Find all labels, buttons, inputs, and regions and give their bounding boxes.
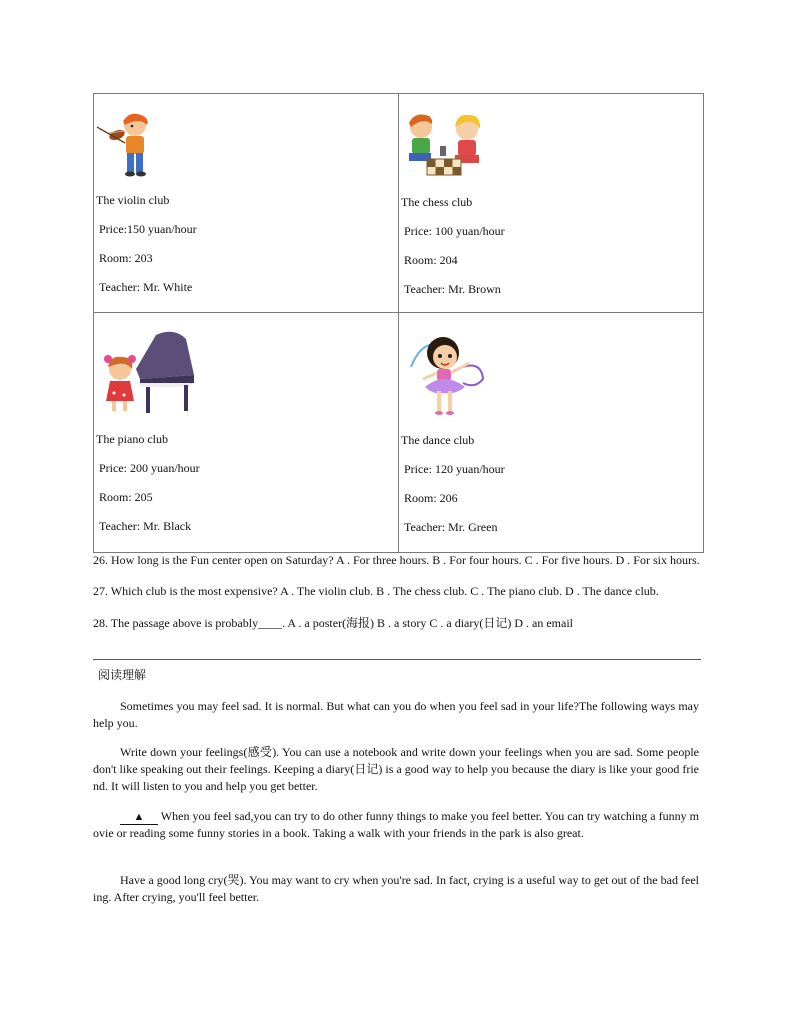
club-room: Room: 204 xyxy=(404,253,458,267)
club-teacher: Teacher: Mr. Brown xyxy=(404,282,501,296)
club-cell-chess xyxy=(399,94,704,313)
club-cell-dance xyxy=(399,313,704,553)
section-divider xyxy=(93,659,701,660)
answer-blank: ▲ xyxy=(120,811,158,825)
club-room: Room: 205 xyxy=(99,490,153,504)
kids-playing-chess-image xyxy=(403,109,487,179)
reading-paragraph-2: Write down your feelings(感受). You can use a notebook and write down your feelings when you are sad. Some people don't like speaking out their feelings. Keeping a diary(日记) is a good way to help you because the diary is like your good friend. It will listen to you and help you get better. xyxy=(93,745,699,793)
reading-section-title: 阅读理解 xyxy=(98,668,147,682)
reading-paragraph-4: Have a good long cry(哭). You may want to cry when you're sad. In fact, crying is a useful way to get out of the bad feeling. After crying, you'll feel better. xyxy=(93,873,699,904)
club-price: Price: 100 yuan/hour xyxy=(404,224,505,238)
reading-paragraph-1: Sometimes you may feel sad. It is normal. But what can you do when you feel sad in your life?The following ways may help you. xyxy=(93,699,699,730)
question-28: 28. The passage above is probably____. A . a poster(海报) B . a story C . a diary(日记) D . an email xyxy=(93,616,574,630)
club-teacher: Teacher: Mr. Black xyxy=(99,519,192,533)
club-room: Room: 206 xyxy=(404,491,458,505)
club-cell-violin xyxy=(94,94,399,313)
boy-playing-violin-image xyxy=(95,109,165,179)
question-27: 27. Which club is the most expensive? A . The violin club. B . The chess club. C . The piano club. D . The dance club. xyxy=(93,584,659,598)
club-cell-piano xyxy=(94,313,399,553)
club-price: Price: 200 yuan/hour xyxy=(99,461,200,475)
club-name: The piano club xyxy=(96,432,168,446)
girl-dancing-image xyxy=(403,327,489,419)
reading-paragraph-3-text: When you feel sad,you can try to do other funny things to make you feel better. You can try watching a funny movie or reading some funny stories in a book. Taking a walk with your friends in the park is also great. xyxy=(93,809,699,840)
club-price: Price:150 yuan/hour xyxy=(99,222,197,236)
club-name: The violin club xyxy=(96,193,170,207)
club-room: Room: 203 xyxy=(99,251,153,265)
club-name: The chess club xyxy=(401,195,473,209)
club-teacher: Teacher: Mr. Green xyxy=(404,520,498,534)
reading-paragraph-3 xyxy=(93,808,699,842)
clubs-table xyxy=(93,93,704,553)
club-name: The dance club xyxy=(401,433,475,447)
girl-playing-piano-image xyxy=(96,329,202,419)
question-26: 26. How long is the Fun center open on Saturday? A . For three hours. B . For four hours. C . For five hours. D . For six hours. xyxy=(93,553,700,567)
club-teacher: Teacher: Mr. White xyxy=(99,280,193,294)
club-price: Price: 120 yuan/hour xyxy=(404,462,505,476)
